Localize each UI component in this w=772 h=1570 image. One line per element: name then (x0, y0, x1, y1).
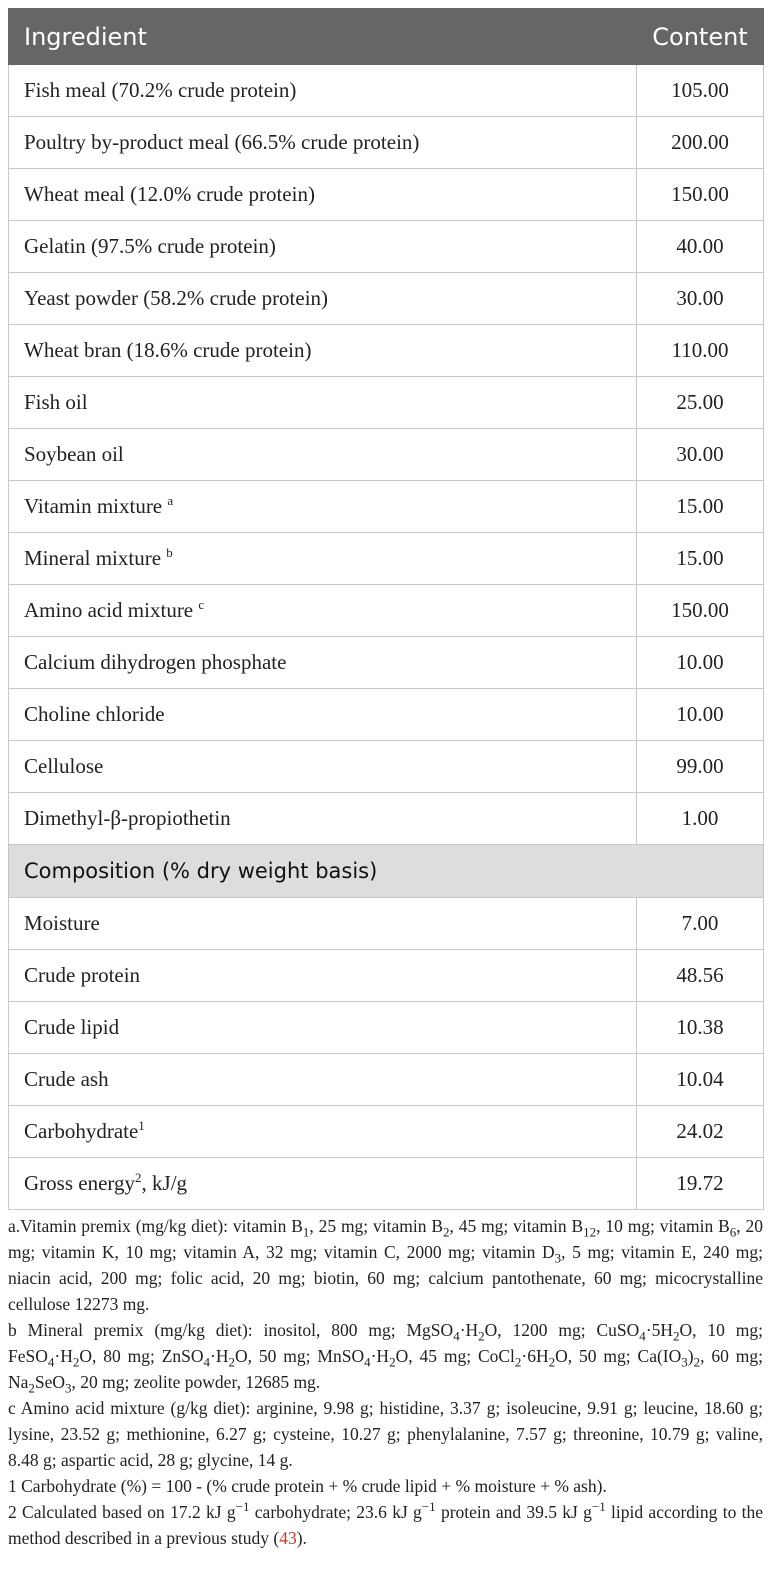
row-value: 30.00 (637, 429, 764, 481)
row-label (9, 793, 637, 845)
row-label (9, 1106, 637, 1158)
diet-composition-table-container (8, 8, 763, 1551)
footnote-marker: 2 (135, 1170, 142, 1185)
ingredient-row (9, 689, 764, 741)
footnote-c: c Amino acid mixture (g/kg diet): arginine, 9.98 g; histidine, 3.37 g; isoleucine, 9.91 g; leucine, 18.60 g; lysine, 23.52 g; methionine, 6.27 g; cysteine, 10.27 g; phenylalanine, 7.57 g; threonine, 10.79 g; valine, 8.48 g; aspartic acid, 28 g; glycine, 14 g. (8, 1398, 763, 1470)
composition-body (9, 898, 764, 1210)
row-label (9, 637, 637, 689)
reference-link-43[interactable]: 43 (279, 1528, 297, 1548)
row-name: Fish meal (70.2% crude protein) (24, 78, 297, 102)
row-value: 10.00 (637, 637, 764, 689)
row-value: 99.00 (637, 741, 764, 793)
composition-row (9, 898, 764, 950)
row-name: Yeast powder (58.2% crude protein) (24, 286, 329, 310)
row-label (9, 950, 637, 1002)
row-label (9, 1054, 637, 1106)
row-label (9, 1002, 637, 1054)
row-label (9, 429, 637, 481)
row-label (9, 65, 637, 117)
ingredient-row (9, 793, 764, 845)
row-value: 1.00 (637, 793, 764, 845)
row-value: 15.00 (637, 481, 764, 533)
row-value: 110.00 (637, 325, 764, 377)
row-value: 10.38 (637, 1002, 764, 1054)
ingredient-row (9, 429, 764, 481)
row-label (9, 689, 637, 741)
footnote-a: a.Vitamin premix (mg/kg diet): vitamin $B_1$, 25 mg; vitamin $B_2$, 45 mg; vitamin $B_{12}$, 10 mg; vitamin $B_6$, 20 mg; vitamin K, 10 mg; vitamin A, 32 mg; vitamin C, 2000 mg; vitamin $D_3$, 5 mg; vitamin E, 240 mg; niacin acid, 200 mg; folic acid, 20 mg; biotin, 60 mg; calcium pantothenate, 60 mg; micocrystalline cellulose 12273 mg. (8, 1216, 763, 1314)
ingredient-row (9, 585, 764, 637)
ingredient-row (9, 377, 764, 429)
composition-row (9, 1054, 764, 1106)
row-label (9, 221, 637, 273)
row-value: 10.00 (637, 689, 764, 741)
row-name: Gross energy (24, 1171, 136, 1195)
row-label (9, 117, 637, 169)
row-label (9, 1158, 637, 1210)
row-name: Mineral mixture (24, 546, 167, 570)
row-name: Poultry by-product meal (66.5% crude protein) (24, 130, 420, 154)
row-value: 10.04 (637, 1054, 764, 1106)
row-label (9, 898, 637, 950)
footnote-2-end: ). (296, 1528, 307, 1548)
row-value: 48.56 (637, 950, 764, 1002)
row-name: Moisture (24, 911, 100, 935)
ingredient-row (9, 169, 764, 221)
ingredient-row (9, 65, 764, 117)
footnote-1: 1 Carbohydrate (%) = 100 - (% crude protein + % crude lipid + % moisture + % ash). (8, 1476, 607, 1496)
row-name: Fish oil (24, 390, 88, 414)
row-value: 105.00 (637, 65, 764, 117)
footnote-b: b Mineral premix (mg/kg diet): inositol, 800 mg; $MgSO_4\cdot H_2O$, 1200 mg; $CuSO_4\cdot 5H_2O$, 10 mg; $FeSO_4\cdot H_2O$, 80 mg; $ZnSO_4\cdot H_2O$, 50 mg; $MnSO_4\cdot H_2O$, 45 mg; $CoCl_2\cdot 6H_2O$, 50 mg; $Ca(IO_3)_2$, 60 mg; $Na_2SeO_3$, 20 mg; zeolite powder, 12685 mg. (8, 1320, 763, 1396)
row-name: Choline chloride (24, 702, 165, 726)
row-value: 19.72 (637, 1158, 764, 1210)
row-name: Crude ash (24, 1067, 109, 1091)
footnote-2-text: 2 Calculated based on 17.2 kJ $g^{-1}$ carbohydrate; 23.6 kJ $g^{-1}$ protein and 39.5 kJ $g^{-1}$ lipid according to the method described in a previous study ( (8, 1499, 764, 1548)
table-header-row (9, 9, 764, 65)
ingredient-row (9, 741, 764, 793)
footnote-marker: 1 (138, 1118, 145, 1133)
row-name: Carbohydrate (24, 1119, 139, 1143)
header-ingredient: Ingredient (9, 9, 637, 65)
footnote-marker: a (167, 493, 174, 508)
row-name: Amino acid mixture (24, 598, 199, 622)
row-name: Cellulose (24, 754, 104, 778)
row-name: Crude lipid (24, 1015, 120, 1039)
row-label (9, 481, 637, 533)
row-label (9, 273, 637, 325)
row-value: 24.02 (637, 1106, 764, 1158)
ingredient-row (9, 221, 764, 273)
row-name: Vitamin mixture (24, 494, 168, 518)
composition-row (9, 1106, 764, 1158)
row-name: Gelatin (97.5% crude protein) (24, 234, 276, 258)
row-value: 25.00 (637, 377, 764, 429)
diet-composition-table (8, 8, 764, 1210)
row-label (9, 585, 637, 637)
composition-row (9, 950, 764, 1002)
row-name: Wheat bran (18.6% crude protein) (24, 338, 312, 362)
row-value: 40.00 (637, 221, 764, 273)
ingredients-body (9, 65, 764, 845)
composition-row (9, 1002, 764, 1054)
row-name: Dimethyl-β-propiothetin (24, 806, 231, 830)
row-label (9, 741, 637, 793)
footnote-2 (8, 1499, 763, 1551)
row-value: 150.00 (637, 169, 764, 221)
composition-section-row (9, 845, 764, 898)
row-name: Soybean oil (24, 442, 124, 466)
row-name: Wheat meal (12.0% crude protein) (24, 182, 315, 206)
row-value: 7.00 (637, 898, 764, 950)
row-label (9, 377, 637, 429)
table-footnotes (8, 1210, 763, 1551)
ingredient-row (9, 533, 764, 585)
row-name: Crude protein (24, 963, 141, 987)
row-name: Calcium dihydrogen phosphate (24, 650, 287, 674)
ingredient-row (9, 481, 764, 533)
row-value: 15.00 (637, 533, 764, 585)
ingredient-row (9, 325, 764, 377)
composition-section-header: Composition (% dry weight basis) (9, 845, 764, 898)
ingredient-row (9, 117, 764, 169)
row-value: 200.00 (637, 117, 764, 169)
footnote-marker: c (198, 597, 205, 612)
ingredient-row (9, 637, 764, 689)
row-value: 150.00 (637, 585, 764, 637)
ingredient-row (9, 273, 764, 325)
composition-row (9, 1158, 764, 1210)
row-label (9, 533, 637, 585)
row-value: 30.00 (637, 273, 764, 325)
header-content: Content (637, 9, 764, 65)
row-unit: , kJ/g (141, 1171, 188, 1195)
footnote-marker: b (166, 545, 173, 560)
row-label (9, 169, 637, 221)
row-label (9, 325, 637, 377)
